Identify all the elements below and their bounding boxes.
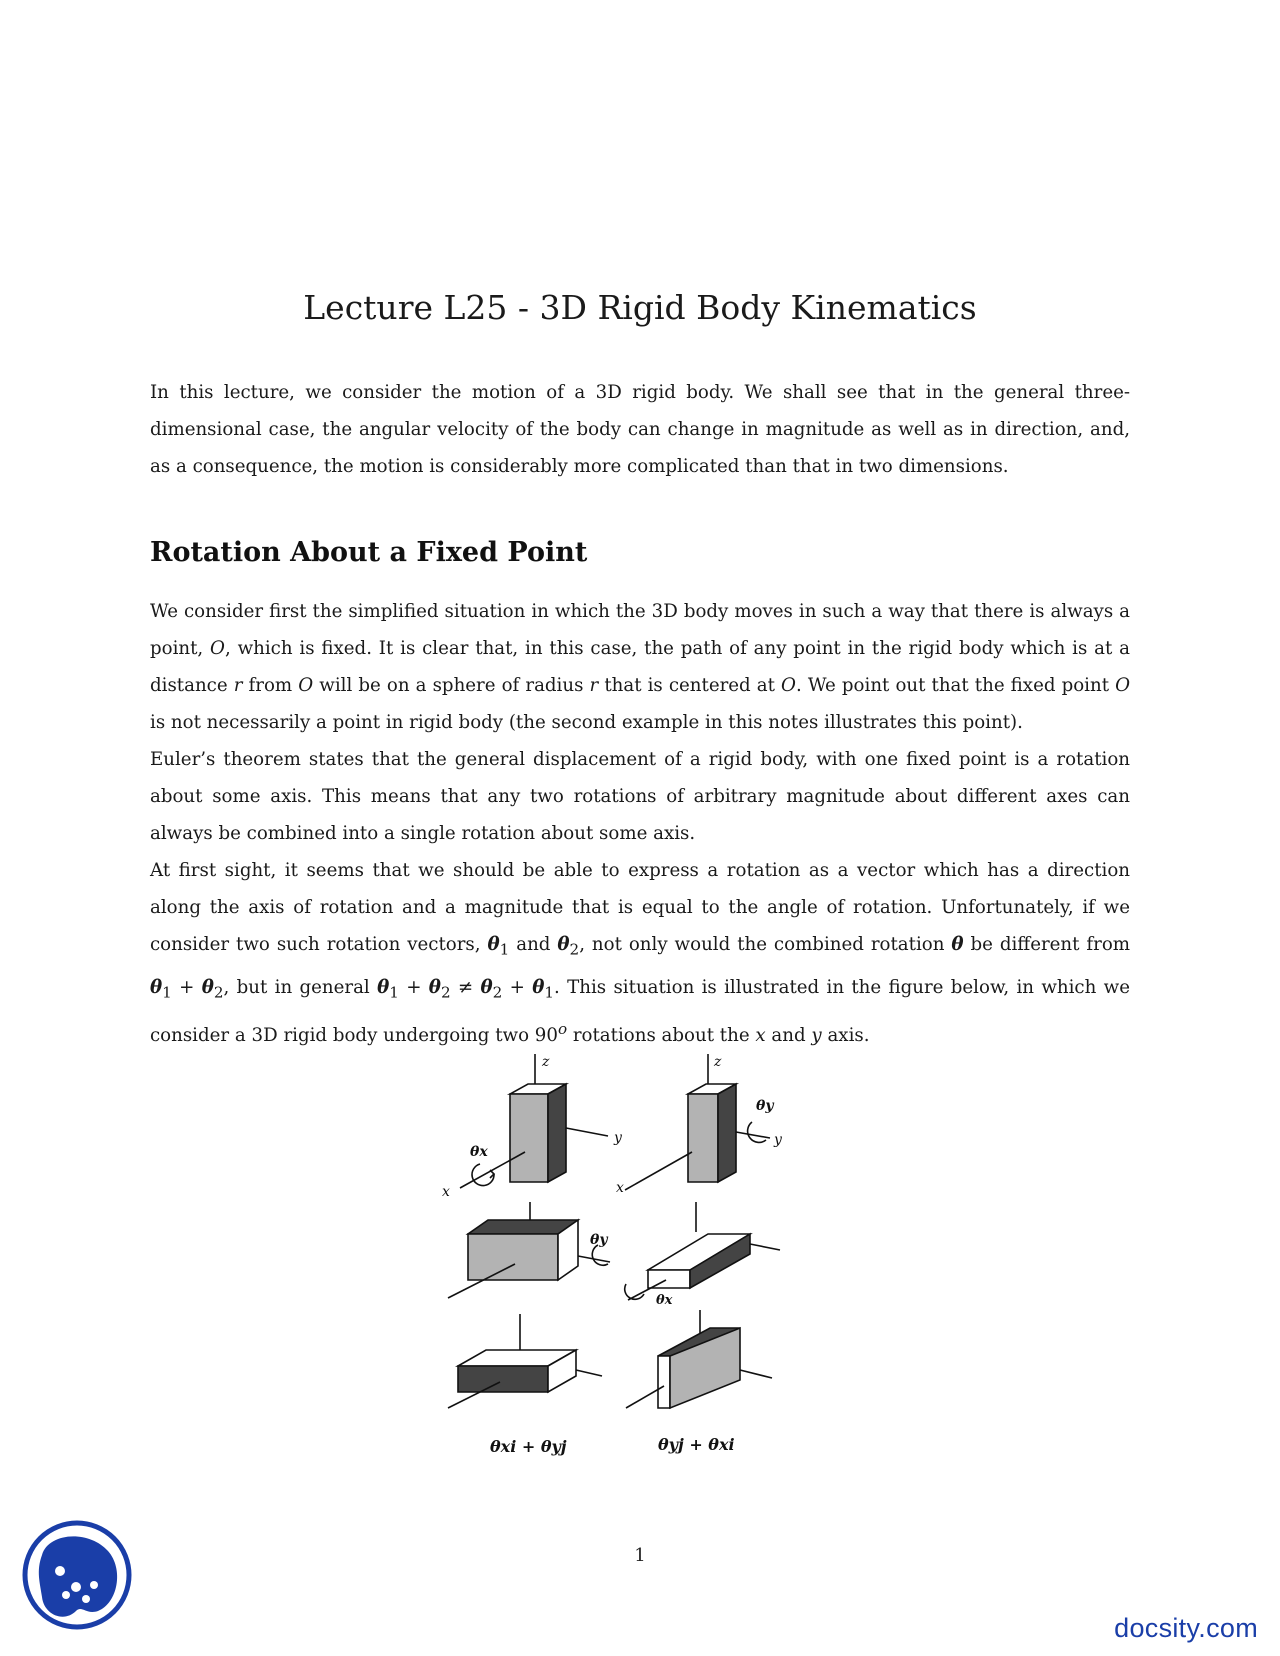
caption-right: θyj + θxi: [658, 1435, 735, 1454]
label-x-right: x: [616, 1180, 624, 1196]
intro-paragraph: In this lecture, we consider the motion of a 3D rigid body. We shall see that in the general three-dimensional case, the angular velocity of the body can change in magnitude as well as in direction, and, as a consequence, the motion is considerably more complicated than that in two dimensions.: [150, 382, 1130, 477]
label-theta-y-right: θy: [756, 1098, 774, 1114]
label-x-left: x: [442, 1184, 450, 1200]
caption-left: θxi + θyj: [490, 1437, 567, 1456]
box-front-face: [510, 1094, 548, 1182]
page-title: Lecture L25 - 3D Rigid Body Kinematics: [303, 288, 977, 327]
section-heading: Rotation About a Fixed Point: [150, 537, 588, 568]
fixed-point-paragraph: We consider first the simplified situation in which the 3D body moves in such a way that there is always a point, O, which is fixed. It is clear that, in this case, the path of any point in the rigid body which is at a distance r from O will be on a sphere of radius r that is centered at O. We point out that the fixed point O is not necessarily a point in rigid body (the second example in this notes illustrates this point).: [150, 601, 1131, 733]
label-z-right: z: [714, 1054, 722, 1070]
euler-theorem-paragraph: Euler’s theorem states that the general displacement of a rigid body, with one fixed point is a rotation about some axis. This means that any two rotations of arbitrary magnitude about different axes can always be combined into a single rotation about some axis.: [150, 749, 1130, 844]
y-axis-left: [566, 1128, 608, 1136]
label-y-right: y: [774, 1132, 782, 1148]
box-side-face: [548, 1084, 566, 1182]
label-theta-x-right: θx: [656, 1293, 673, 1308]
rotation-vector-paragraph: At first sight, it seems that we should be able to express a rotation as a vector which has a direction along the axis of rotation and a magnitude that is equal to the angle of rotation. Unfortunately, if we consider two such rotation vectors, $\theta_1$ and $\theta_2$, not only would the combined rotation θ be different from $\theta_1 + \theta_2$, but in general $\theta_1 + \theta_2 \ne \theta_2 + \theta_1$. This situation is illustrated in the figure below, in which we consider a 3D rigid body undergoing two 90$^o$ rotations about the x and y axis.: [150, 860, 1131, 1047]
rotation-figure: [430, 1052, 850, 1482]
page-number: 1: [634, 1545, 646, 1566]
docsity-logo-icon[interactable]: [20, 1515, 135, 1635]
label-y-left: y: [614, 1130, 622, 1146]
docsity-link[interactable]: docsity.com: [1114, 1613, 1258, 1643]
label-theta-x-left: θx: [470, 1144, 488, 1160]
label-theta-y-left: θy: [590, 1232, 608, 1248]
label-z-left: z: [542, 1054, 550, 1070]
